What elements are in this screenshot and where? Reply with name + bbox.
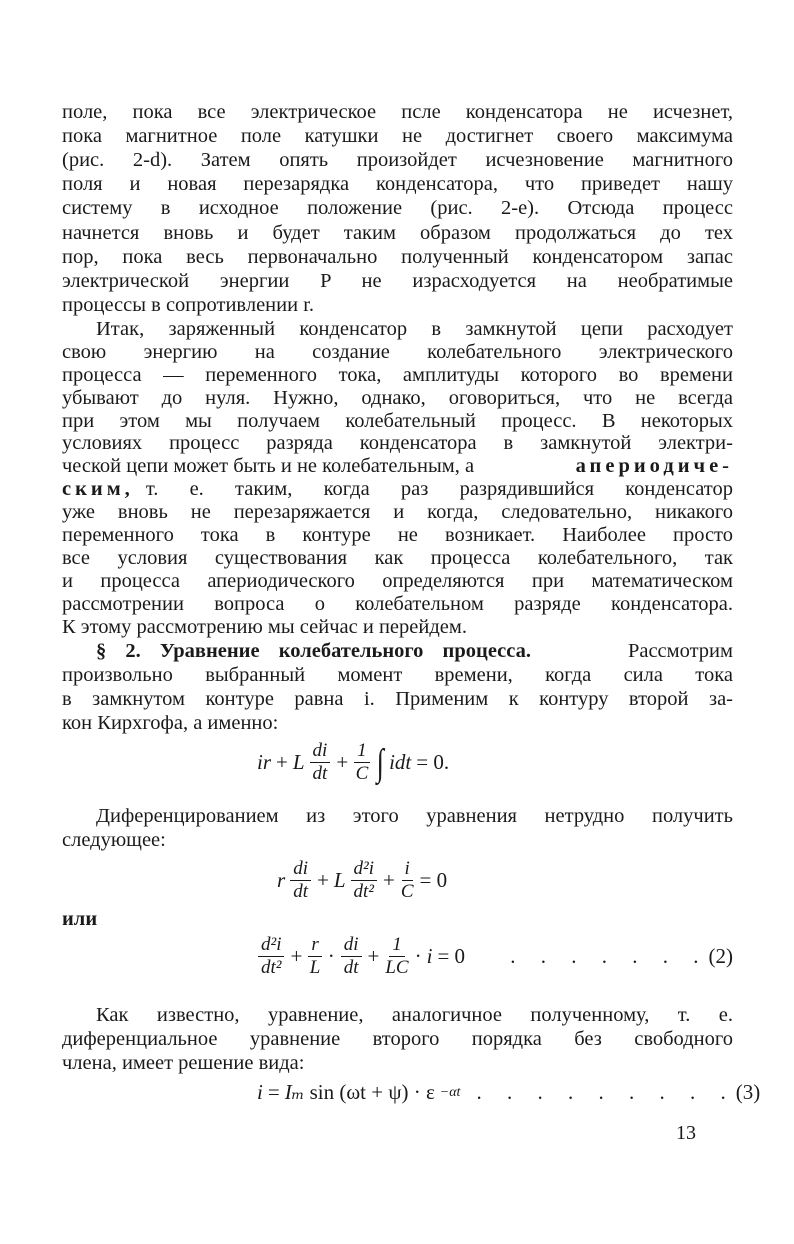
equation-number: (2) [708, 944, 733, 968]
or-word: или [62, 908, 98, 930]
math-term: r [277, 868, 286, 892]
math-exponent: −αt [439, 1084, 461, 1100]
fraction [401, 858, 414, 903]
fraction [351, 858, 377, 903]
fraction-numerator: 1 [389, 934, 405, 957]
text-line: все условия существования как процесса колебательного, так [62, 547, 733, 569]
text-line: переменного тока в контуре не возникает. Наиболее просто [62, 524, 733, 546]
fraction [258, 934, 284, 979]
fraction-numerator: 1 [354, 740, 370, 763]
equation-differentiated [275, 858, 450, 903]
text-line: Итак, заряженный конденсатор в замкнутой цепи расходует [96, 318, 733, 340]
text-line: пор, пока весь первоначально полученный конденсатором запас [62, 246, 733, 268]
fraction-denominator: LC [385, 957, 409, 978]
text-line: члена, имеет решение вида: [62, 1052, 305, 1074]
fraction-denominator: C [355, 763, 369, 784]
text-line: в замкнутом контуре равна i. Применим к контуру второй за- [62, 688, 733, 710]
text-span: Рассмотрим [627, 640, 733, 662]
fraction [385, 934, 408, 979]
text-span: ческой цепи может быть и не колебательным, а [62, 455, 475, 477]
math-operator: + [382, 868, 395, 892]
fraction-numerator: di [341, 934, 362, 957]
math-term: L [333, 868, 346, 892]
fraction-numerator: d²i [351, 858, 377, 881]
text-line: пока магнитное поле катушки не достигнет своего максимума [62, 125, 733, 147]
text-line: условиях процесс разряда конденсатора в замкнутой электри- [62, 432, 733, 454]
text-line: поле, пока все электрическое псле конденсатора не исчезнет, [62, 101, 733, 123]
text-line: К этому рассмотрению мы сейчас и перейдем. [62, 616, 467, 638]
math-operator: = 0 [437, 944, 466, 968]
text-line: Диференцированием из этого уравнения нетрудно получить [96, 805, 733, 827]
text-line: кон Кирхгофа, а именно: [62, 712, 279, 734]
math-operator: = 0 [419, 868, 448, 892]
math-term: i [257, 1080, 263, 1104]
fraction-denominator: dt² [261, 957, 282, 978]
equation-kirchhoff [255, 740, 452, 785]
text-line: систему в исходное положение (рис. 2-е). Отсюда процесс [62, 197, 733, 219]
text-line: следующее: [62, 829, 166, 851]
fraction-numerator: di [310, 740, 331, 763]
leader-dots: . . . . . . . . . [476, 1080, 736, 1104]
text-line: свою энергию на создание колебательного электрического [62, 341, 733, 363]
math-operator: + [276, 750, 288, 774]
text-line: и процесса апериодического определяются при математическом [62, 570, 733, 592]
fraction-denominator: dt [293, 881, 308, 902]
fraction [341, 934, 362, 979]
math-term: L [292, 750, 305, 774]
text-line [62, 455, 733, 478]
fraction-denominator: dt [312, 763, 328, 784]
text-line: начнется вновь и будет таким образом продолжаться до тех [62, 222, 733, 244]
text-line: поля и новая перезарядка конденсатора, что приведет нашу [62, 173, 733, 195]
fraction [308, 934, 321, 979]
fraction [310, 740, 331, 785]
fraction-denominator: dt [343, 957, 359, 978]
math-operator: = 0. [416, 750, 450, 774]
leader-dots: . . . . . . . [510, 944, 709, 968]
fraction-numerator: d²i [258, 934, 284, 957]
text-line: (рис. 2-d). Затем опять произойдет исчезновение магнитного [62, 149, 733, 171]
integral-sign: ∫ [376, 741, 384, 784]
page-number: 13 [676, 1122, 696, 1144]
math-operator: · [327, 944, 335, 968]
math-operator: + [290, 944, 303, 968]
math-operator: = [267, 1080, 280, 1104]
fraction-denominator: dt² [353, 881, 374, 902]
math-term: Iₘ [284, 1080, 305, 1104]
math-operator: + [336, 750, 349, 774]
text-line: процесса — переменного тока, амплитуды которого во времени [62, 364, 733, 386]
math-operator: sin (ωt + ψ) · ε [309, 1080, 435, 1104]
math-operator: · [414, 944, 422, 968]
text-line: рассмотрении вопроса о колебательном разряде конденсатора. [62, 593, 733, 615]
text-line: при этом мы получаем колебательный процесс. В некоторых [62, 410, 733, 432]
equation-2 [255, 934, 733, 979]
fraction-numerator: i [402, 858, 413, 881]
fraction-numerator: r [308, 934, 321, 957]
math-term: i [426, 944, 433, 968]
fraction-denominator: C [400, 881, 414, 902]
math-operator: + [316, 868, 329, 892]
fraction-denominator: L [309, 957, 321, 978]
text-line: Как известно, уравнение, аналогичное полученному, т. е. [96, 1004, 733, 1026]
text-span: т. е. таким, когда раз разрядившийся конденсатор [145, 478, 733, 500]
text-line: уже вновь не перезаряжается и когда, следовательно, никакого [62, 501, 733, 523]
emphasized-term: ским, [62, 478, 134, 500]
text-line: процессы в сопротивлении r. [62, 294, 315, 316]
text-line: убывают до нуля. Нужно, однако, оговориться, что не всегда [62, 387, 733, 409]
fraction-numerator: di [290, 858, 311, 881]
text-line: электрической энергии P не израсходуется на необратимые [62, 270, 733, 292]
section-heading: § 2. Уравнение колебательного процесса. [96, 640, 531, 662]
emphasized-term: апериодиче- [575, 455, 733, 477]
math-term: ir [257, 750, 272, 774]
text-line: диференциальное уравнение второго порядка без свободного [62, 1028, 733, 1050]
equation-number: (3) [735, 1080, 761, 1104]
equation-3 [255, 1080, 761, 1105]
math-operator: + [367, 944, 380, 968]
text-line [96, 640, 733, 663]
fraction [354, 740, 370, 785]
math-term: idt [389, 750, 412, 774]
text-line: произвольно выбранный момент времени, когда сила тока [62, 664, 733, 686]
fraction [290, 858, 311, 903]
text-line [62, 478, 733, 501]
